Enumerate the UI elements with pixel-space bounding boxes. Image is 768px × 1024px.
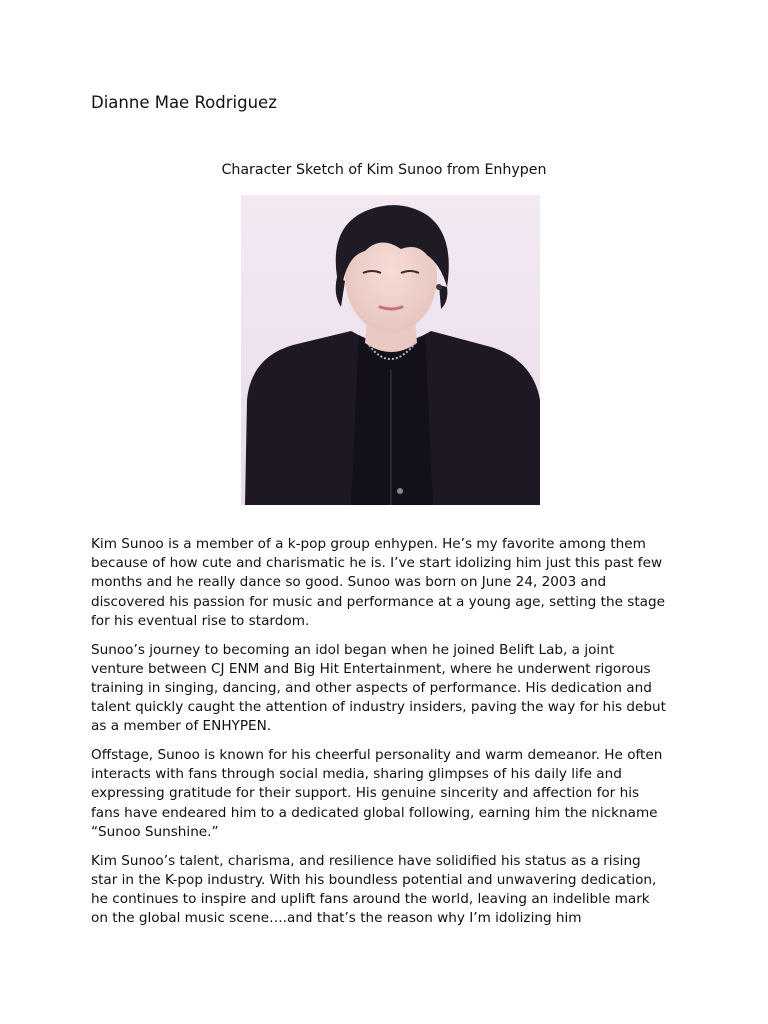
document-title: Character Sketch of Kim Sunoo from Enhypen [221,162,547,178]
text-line: for his eventual rise to stardom. [91,612,310,629]
text-line: Kim Sunoo is a member of a k-pop group enhypen. He’s my favorite among them [91,536,646,552]
text-line: expressing gratitude for their support. His genuine sincerity and affection for his [91,785,640,802]
text-line: talent quickly caught the attention of industry insiders, paving the way for his debut [91,699,666,716]
paragraph-4 [91,852,691,929]
text-line: Sunoo’s journey to becoming an idol began when he joined Belift Lab, a joint [91,641,615,658]
text-line: as a member of ENHYPEN. [91,718,272,735]
text-line: training in singing, dancing, and other aspects of performance. His dedication and [91,679,652,696]
author-name: Dianne Mae Rodriguez [91,93,277,112]
text-line: discovered his passion for music and performance at a young age, setting the stage [91,593,665,610]
paragraph-2 [91,641,691,737]
text-line: months and he really dance so good. Sunoo was born on June 24, 2003 and [91,574,607,591]
paragraph-1 [91,535,691,631]
text-line: “Sunoo Sunshine.” [91,823,219,840]
text-line: fans have endeared him to a dedicated global following, earning him the nickname [91,804,658,821]
text-line: interacts with fans through social media, sharing glimpses of his daily life and [91,766,622,783]
text-line: star in the K-pop industry. With his boundless potential and unwavering dedication, [91,871,657,888]
text-line: Kim Sunoo’s talent, charisma, and resilience have solidified his status as a rising [91,852,641,869]
text-line: on the global music scene….and that’s the reason why I’m idolizing him [91,910,582,927]
text-line: he continues to inspire and uplift fans around the world, leaving an indelible mark [91,890,650,907]
portrait-photo [241,195,540,505]
text-line: venture between CJ ENM and Big Hit Entertainment, where he underwent rigorous [91,660,651,677]
body-text [91,535,691,938]
paragraph-3 [91,746,691,842]
text-line: Offstage, Sunoo is known for his cheerful personality and warm demeanor. He often [91,747,663,764]
text-line: because of how cute and charismatic he is. I’ve start idolizing him just this past few [91,555,663,572]
